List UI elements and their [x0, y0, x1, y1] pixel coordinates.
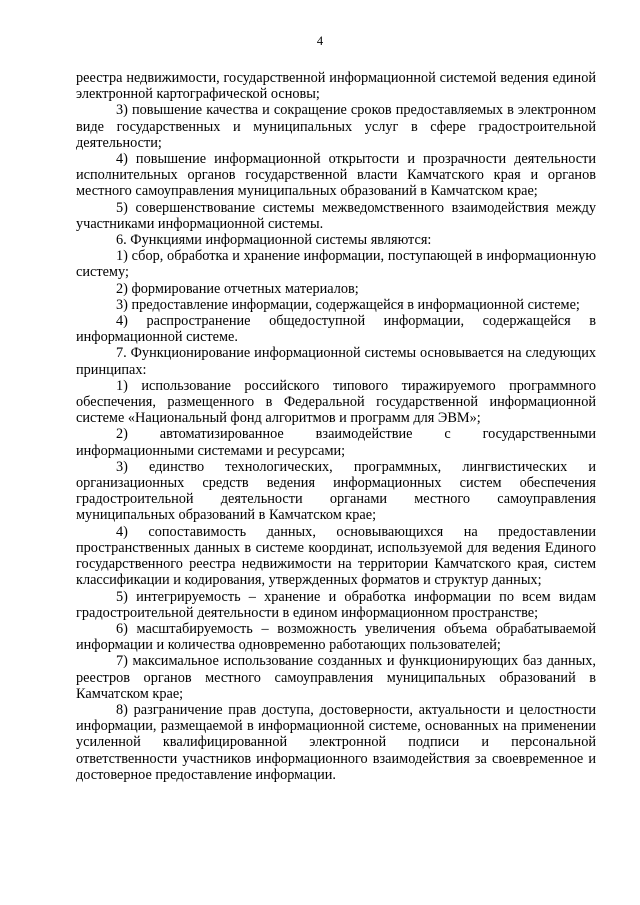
page-number: 4	[316, 34, 324, 48]
paragraph: 3) повышение качества и сокращение сроков предоставляемых в электронном виде государственных и муниципальных услуг в сфере градостроительной деятельности;	[76, 102, 596, 151]
paragraph: 7. Функционирование информационной системы основывается на следующих принципах:	[76, 345, 596, 378]
paragraph: 7) максимальное использование созданных и функционирующих баз данных, реестров органов местного самоуправления муниципальных образований в Камчатском крае;	[76, 653, 596, 702]
paragraph: 4) распространение общедоступной информации, содержащейся в информационной системе.	[76, 313, 596, 346]
paragraph: 1) сбор, обработка и хранение информации, поступающей в информационную систему;	[76, 248, 596, 281]
paragraph: 1) использование российского типового тиражируемого программного обеспечения, размещенного в Федеральной государственной информационной системе «Национальный фонд алгоритмов и программ для ЭВМ»;	[76, 377, 596, 427]
paragraph: 2) автоматизированное взаимодействие с государственными информационными системами и ресурсами;	[76, 426, 596, 459]
paragraph: 3) предоставление информации, содержащейся в информационной системе;	[116, 296, 580, 313]
paragraph: 6) масштабируемость – возможность увеличения объема обрабатываемой информации и количества одновременно работающих пользователей;	[76, 620, 596, 654]
paragraph: 8) разграничение прав доступа, достоверности, актуальности и целостности информации, размещаемой в информационной системе, основанных на применении усиленной квалифицированной электронной подписи и персональной ответственности участников информационного взаимодействия за своевременное и достоверное предоставление информации.	[76, 701, 596, 783]
paragraph: 2) формирование отчетных материалов;	[116, 280, 359, 297]
paragraph: 5) интегрируемость – хранение и обработка информации по всем видам градостроительной деятельности в едином информационном пространстве;	[76, 588, 596, 621]
paragraph: 4) сопоставимость данных, основывающихся на предоставлении пространственных данных в системе координат, используемой для ведения Единого государственного реестра недвижимости на территории Камчатского края, систем классификации и кодирования, утвержденных форматов и структур данных;	[76, 523, 596, 589]
paragraph: реестра недвижимости, государственной информационной системой ведения единой электронной картографической основы;	[76, 70, 596, 103]
paragraph: 3) единство технологических, программных, лингвистических и организационных средств ведения информационных систем обеспечения градостроительной деятельности органами местного самоуправления муниципальных образований в Камчатском крае;	[76, 458, 596, 524]
document-body	[76, 70, 596, 783]
paragraph: 5) совершенствование системы межведомственного взаимодействия между участниками информационной системы.	[76, 199, 596, 232]
paragraph: 6. Функциями информационной системы являются:	[116, 232, 432, 249]
paragraph: 4) повышение информационной открытости и прозрачности деятельности исполнительных органов государственной власти Камчатского края и органов местного самоуправления муниципальных образований в Камчатском крае;	[76, 151, 596, 200]
